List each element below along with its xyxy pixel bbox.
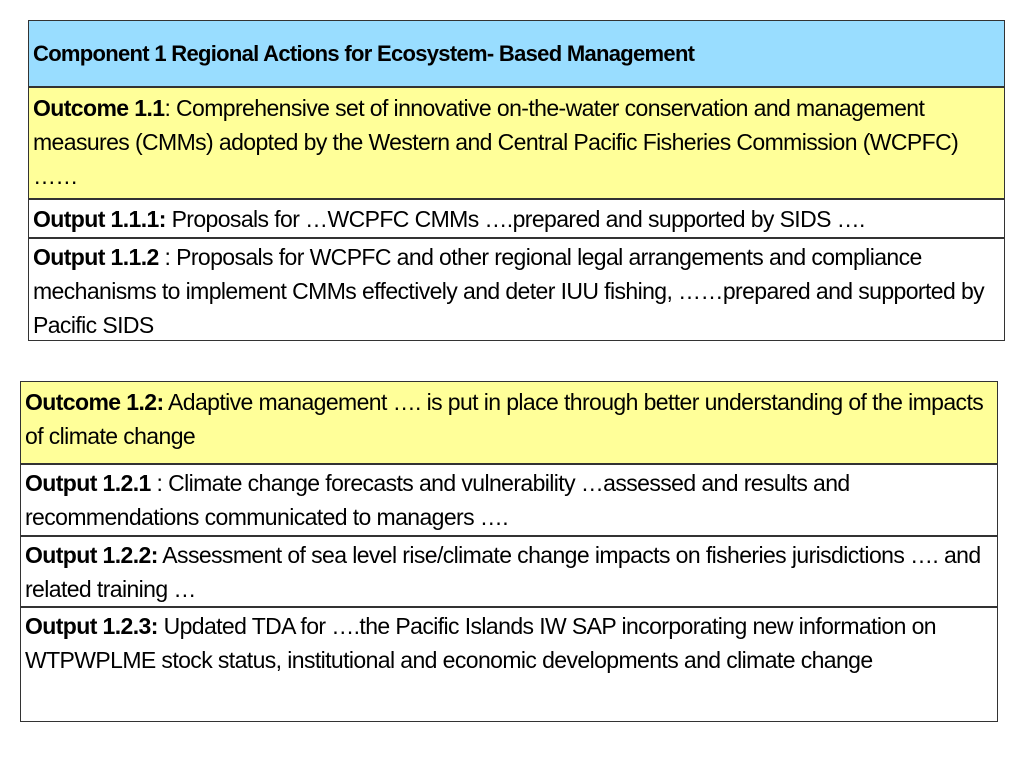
outcome-1-1-row <box>28 87 1005 199</box>
outcome-1-2-label: Outcome 1.2: <box>25 389 164 415</box>
output-1-2-2-row <box>20 536 998 607</box>
outcome-1-2-row <box>20 381 998 464</box>
outcome-1-2-table <box>20 381 998 722</box>
outcome-1-2-text: Adaptive management …. is put in place through better understanding of the impacts of climate change <box>25 389 984 449</box>
output-1-2-1-row <box>20 464 998 536</box>
output-1-2-2-text: Assessment of sea level rise/climate change impacts on fisheries jurisdictions …. and related training … <box>25 542 981 602</box>
output-1-2-2-label: Output 1.2.2: <box>25 542 158 568</box>
outcome-1-1-separator: : <box>164 95 177 121</box>
output-1-1-2-text: Proposals for WCPFC and other regional legal arrangements and compliance mechanisms to implement CMMs effectively and deter IUU fishing, ……prepared and supported by Pacific SIDS <box>33 244 985 338</box>
output-1-1-1-row <box>28 199 1005 238</box>
output-1-1-1-text: Proposals for …WCPFC CMMs ….prepared and supported by SIDS …. <box>171 205 865 232</box>
outcome-1-1-label: Outcome 1.1 <box>33 95 165 121</box>
output-1-2-1-label: Output 1.2.1 <box>25 470 151 496</box>
output-1-1-1-label: Output 1.1.1: <box>33 205 166 232</box>
output-1-2-1-text: Climate change forecasts and vulnerability …assessed and results and recommendations communicated to managers …. <box>25 470 850 530</box>
outcome-1-1-text: Comprehensive set of innovative on-the-water conservation and management measures (CMMs) adopted by the Western and Central Pacific Fisheries Commission (WCPFC) …… <box>33 95 959 189</box>
output-1-2-3-text: Updated TDA for ….the Pacific Islands IW SAP incorporating new information on WTPWPLME stock status, institutional and economic developments and climate change <box>25 613 936 673</box>
output-1-2-1-separator: : <box>150 470 169 496</box>
component-header-text: Component 1 Regional Actions for Ecosystem- Based Management <box>33 40 695 66</box>
output-1-1-2-row <box>28 238 1005 341</box>
component-1-table <box>28 20 1005 341</box>
component-header <box>28 20 1005 87</box>
output-1-2-3-label: Output 1.2.3: <box>25 613 158 639</box>
output-1-2-3-row <box>20 607 998 722</box>
output-1-1-2-separator: : <box>158 244 177 270</box>
output-1-1-2-label: Output 1.1.2 <box>33 244 159 270</box>
